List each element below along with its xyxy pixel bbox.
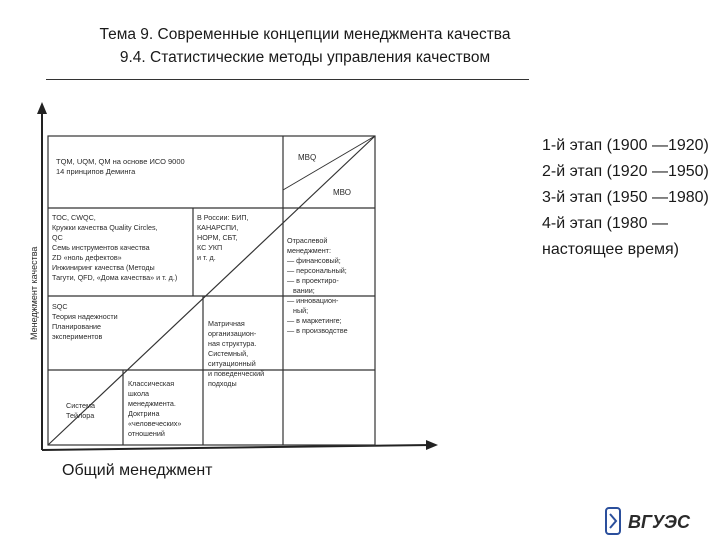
slide-title-section: 9.4. Статистические методы управления качеством (119, 49, 491, 66)
cell-tqm: TQM, UQM, QM на основе ИСО 9000 14 принципов Деминга (56, 157, 185, 176)
quality-management-diagram (28, 100, 448, 470)
cell-toc: TOC, CWQC, Кружки качества Quality Circles, QC Семь инструментов качества ZD «ноль дефектов» Инжиниринг качества (Методы Тагути, QFD, «Дома качества» и т. д.) (52, 213, 178, 282)
stage-1: 1-й этап (1900 —1920) (542, 137, 709, 154)
cell-sqc: SQC Теория надежности Планирование экспериментов (52, 302, 118, 341)
cell-classic-school: Классическая школа менеджмента. Доктрина «человеческих» отношений (128, 379, 182, 438)
logo-emblem-icon (606, 508, 620, 534)
cell-russia: В России: БИП, КАНАРСПИ, НОРМ, СБТ, КС УКП и т. д. (197, 213, 249, 262)
logo-emblem-mark (610, 514, 616, 528)
cell-mbq: МВQ (298, 153, 317, 162)
stage-4: 4-й этап (1980 —настоящее время) (542, 215, 679, 258)
cell-matrix-structure: Матричная организацион- ная структура. Системный, ситуационный и поведенческий подходы (208, 319, 265, 388)
diagram-caption: Общий менеджмент (62, 462, 213, 479)
slide-title-topic: Тема 9. Современные концепции менеджмента качества (99, 26, 511, 43)
y-axis-label: Менеджмент качества (29, 246, 39, 340)
logo-text: ВГУЭС (628, 512, 690, 532)
x-axis-arrow (426, 440, 438, 450)
y-axis-arrow (37, 102, 47, 114)
header-divider (46, 79, 529, 80)
cell-branch-management: Отраслевой менеджмент: — финансовый; — персональный; — в проектиро- вании; — инновацион- ный; — в маркетинге; — в производстве (287, 236, 348, 335)
x-axis (42, 445, 432, 450)
stages-list (542, 133, 712, 263)
university-logo (604, 505, 704, 537)
diagonal-mbo (283, 136, 375, 190)
diagonal-main (48, 136, 375, 445)
cell-taylor: Система Тейлора (66, 401, 95, 420)
cell-mbo: МВО (333, 188, 351, 197)
stage-2: 2-й этап (1920 —1950) (542, 163, 709, 180)
stage-3: 3-й этап (1950 —1980) (542, 189, 709, 206)
